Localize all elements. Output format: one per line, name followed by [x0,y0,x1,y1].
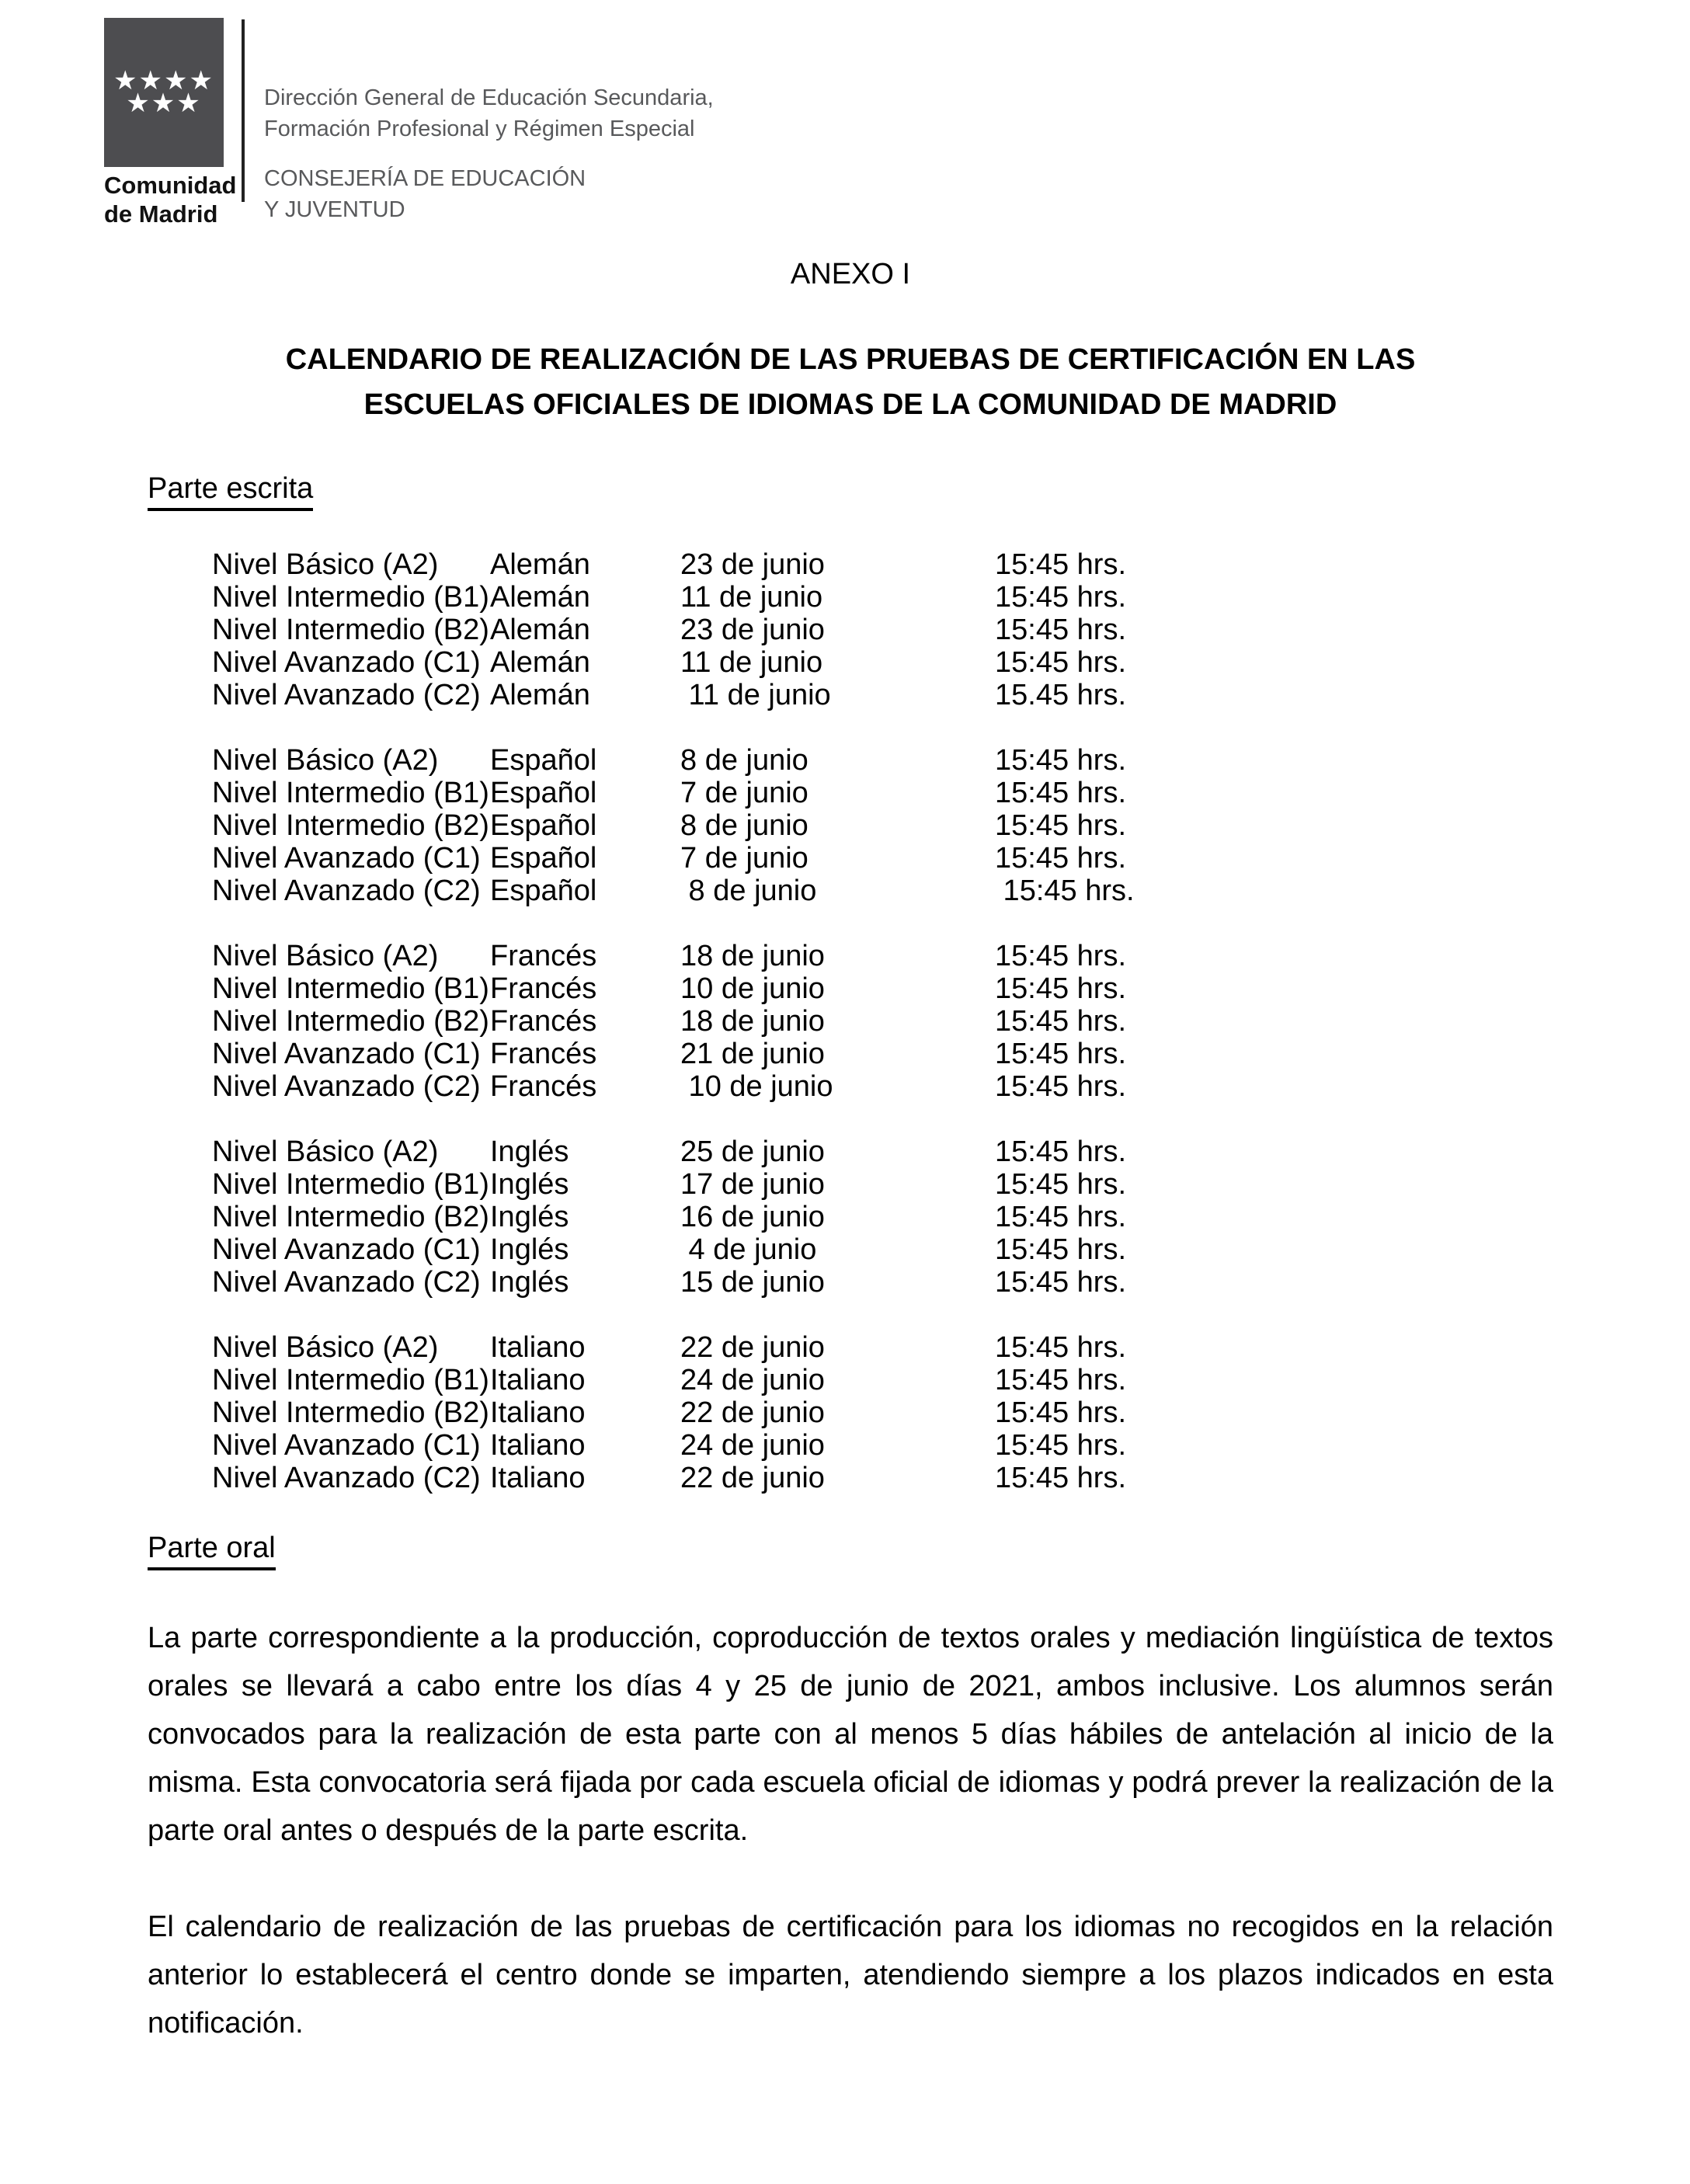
time-cell: 15:45 hrs. [995,1266,1126,1299]
level-cell: Nivel Básico (A2) [212,548,439,581]
level-cell: Nivel Intermedio (B2) [212,1005,489,1038]
time-cell: 15:45 hrs. [995,1005,1126,1038]
language-cell: Español [490,777,597,809]
level-cell: Nivel Avanzado (C2) [212,875,481,907]
date-cell: 18 de junio [680,940,825,972]
department-line2: Formación Profesional y Régimen Especial [264,117,695,141]
date-cell: 23 de junio [680,548,825,581]
section-written [148,472,1553,511]
level-cell: Nivel Intermedio (B1) [212,1364,489,1396]
level-cell: Nivel Intermedio (B2) [212,1201,489,1233]
date-cell: 8 de junio [680,875,817,907]
table-row [212,777,1553,809]
level-cell: Nivel Intermedio (B2) [212,809,489,842]
department-line1: Dirección General de Educación Secundaria, [264,85,714,110]
header-divider [242,19,245,202]
time-cell: 15:45 hrs. [995,1038,1126,1070]
time-cell: 15.45 hrs. [995,679,1126,711]
table-row [212,1462,1553,1494]
date-cell: 16 de junio [680,1201,825,1233]
stars-row-top: ★★★★ [113,66,214,96]
level-cell: Nivel Avanzado (C1) [212,1233,481,1266]
oral-paragraph-1: La parte correspondiente a la producción, coproducción de textos orales y mediación lingüística de textos orales se llevará a cabo entre los días 4 y 25 de junio de 2021, ambos inclusive. Los alumnos serán convocados para la realización de esta parte con al menos 5 días hábiles de antelación al inicio de la misma. Esta convocatoria será fijada por cada escuela oficial de idiomas y podrá prever la realización de la parte oral antes o después de la parte escrita. [148,1622,1553,1847]
madrid-stars-icon [113,66,214,118]
table-group-italiano [212,1331,1553,1494]
document-title-line1: CALENDARIO DE REALIZACIÓN DE LAS PRUEBAS DE CERTIFICACIÓN EN LAS [285,343,1416,376]
time-cell: 15:45 hrs. [995,1070,1126,1103]
time-cell: 15:45 hrs. [995,842,1126,875]
level-cell: Nivel Avanzado (C2) [212,679,481,711]
time-cell: 15:45 hrs. [995,875,1135,907]
date-cell: 11 de junio [680,581,823,614]
date-cell: 7 de junio [680,777,808,809]
level-cell: Nivel Avanzado (C1) [212,1429,481,1462]
date-cell: 22 de junio [680,1331,825,1364]
table-row [212,548,1553,581]
flag-caption-line2: de Madrid [104,200,218,228]
table-row [212,679,1553,711]
stars-row-bottom: ★★★ [126,89,202,118]
level-cell: Nivel Avanzado (C2) [212,1266,481,1299]
table-row [212,1168,1553,1201]
time-cell: 15:45 hrs. [995,1462,1126,1494]
table-row [212,875,1553,907]
table-row [212,940,1553,972]
language-cell: Español [490,842,597,875]
level-cell: Nivel Avanzado (C1) [212,646,481,679]
date-cell: 8 de junio [680,744,808,777]
consejeria-line1: CONSEJERÍA DE EDUCACIÓN [264,166,586,191]
date-cell: 11 de junio [680,679,831,711]
section-heading-oral: Parte oral [148,1532,276,1570]
level-cell: Nivel Avanzado (C2) [212,1070,481,1103]
table-row [212,1266,1553,1299]
table-row [212,1135,1553,1168]
table-group-espanol [212,744,1553,907]
department-block [264,82,714,225]
level-cell: Nivel Intermedio (B2) [212,1396,489,1429]
table-row [212,1364,1553,1396]
date-cell: 24 de junio [680,1364,825,1396]
language-cell: Inglés [490,1233,569,1266]
language-cell: Italiano [490,1462,586,1494]
level-cell: Nivel Intermedio (B1) [212,777,489,809]
language-cell: Italiano [490,1364,586,1396]
date-cell: 25 de junio [680,1135,825,1168]
annex-heading: ANEXO I [790,258,911,290]
document-body [148,256,1553,2047]
time-cell: 15:45 hrs. [995,1233,1126,1266]
table-row [212,1005,1553,1038]
table-row [212,646,1553,679]
level-cell: Nivel Avanzado (C1) [212,1038,481,1070]
language-cell: Italiano [490,1396,586,1429]
language-cell: Inglés [490,1201,569,1233]
schedule-table [212,548,1553,1494]
date-cell: 15 de junio [680,1266,825,1299]
time-cell: 15:45 hrs. [995,1331,1126,1364]
section-oral [148,1532,1553,1570]
time-cell: 15:45 hrs. [995,1168,1126,1201]
document-title [148,337,1553,427]
table-row [212,809,1553,842]
level-cell: Nivel Intermedio (B1) [212,581,489,614]
date-cell: 10 de junio [680,972,825,1005]
time-cell: 15:45 hrs. [995,777,1126,809]
document-title-line2: ESCUELAS OFICIALES DE IDIOMAS DE LA COMUNIDAD DE MADRID [363,388,1337,421]
date-cell: 11 de junio [680,646,823,679]
time-cell: 15:45 hrs. [995,614,1126,646]
date-cell: 21 de junio [680,1038,825,1070]
table-row [212,1233,1553,1266]
time-cell: 15:45 hrs. [995,581,1126,614]
level-cell: Nivel Intermedio (B1) [212,972,489,1005]
language-cell: Italiano [490,1429,586,1462]
date-cell: 22 de junio [680,1396,825,1429]
language-cell: Alemán [490,614,590,646]
date-cell: 4 de junio [680,1233,817,1266]
language-cell: Francés [490,972,597,1005]
time-cell: 15:45 hrs. [995,744,1126,777]
language-cell: Alemán [490,679,590,711]
table-row [212,972,1553,1005]
consejeria-line2: Y JUVENTUD [264,197,405,222]
language-cell: Alemán [490,548,590,581]
language-cell: Inglés [490,1266,569,1299]
time-cell: 15:45 hrs. [995,1396,1126,1429]
level-cell: Nivel Básico (A2) [212,744,439,777]
time-cell: 15:45 hrs. [995,548,1126,581]
level-cell: Nivel Avanzado (C2) [212,1462,481,1494]
language-cell: Francés [490,1005,597,1038]
time-cell: 15:45 hrs. [995,646,1126,679]
flag-caption-line1: Comunidad [104,172,237,199]
level-cell: Nivel Básico (A2) [212,940,439,972]
table-group-aleman [212,548,1553,711]
level-cell: Nivel Básico (A2) [212,1331,439,1364]
language-cell: Alemán [490,646,590,679]
table-row [212,1201,1553,1233]
comunidad-madrid-flag-logo [104,18,224,167]
table-row [212,842,1553,875]
language-cell: Español [490,744,597,777]
language-cell: Español [490,809,597,842]
level-cell: Nivel Avanzado (C1) [212,842,481,875]
table-row [212,1396,1553,1429]
table-row [212,1038,1553,1070]
table-row [212,1331,1553,1364]
date-cell: 24 de junio [680,1429,825,1462]
language-cell: Francés [490,1038,597,1070]
table-group-ingles [212,1135,1553,1299]
date-cell: 22 de junio [680,1462,825,1494]
language-cell: Alemán [490,581,590,614]
time-cell: 15:45 hrs. [995,940,1126,972]
table-row [212,614,1553,646]
flag-caption [104,171,237,228]
table-row [212,744,1553,777]
table-row [212,581,1553,614]
table-row [212,1070,1553,1103]
table-row [212,1429,1553,1462]
time-cell: 15:45 hrs. [995,1364,1126,1396]
level-cell: Nivel Intermedio (B1) [212,1168,489,1201]
time-cell: 15:45 hrs. [995,1135,1126,1168]
level-cell: Nivel Intermedio (B2) [212,614,489,646]
time-cell: 15:45 hrs. [995,809,1126,842]
time-cell: 15:45 hrs. [995,1201,1126,1233]
date-cell: 10 de junio [680,1070,833,1103]
section-heading-written: Parte escrita [148,472,313,511]
date-cell: 7 de junio [680,842,808,875]
language-cell: Inglés [490,1135,569,1168]
oral-paragraph-2: El calendario de realización de las pruebas de certificación para los idiomas no recogidos en la relación anterior lo establecerá el centro donde se imparten, atendiendo siempre a los plazos indicados en esta notificación. [148,1911,1553,2040]
time-cell: 15:45 hrs. [995,972,1126,1005]
consejeria-name [264,163,714,225]
language-cell: Español [490,875,597,907]
time-cell: 15:45 hrs. [995,1429,1126,1462]
language-cell: Inglés [490,1168,569,1201]
level-cell: Nivel Básico (A2) [212,1135,439,1168]
date-cell: 23 de junio [680,614,825,646]
date-cell: 8 de junio [680,809,808,842]
date-cell: 17 de junio [680,1168,825,1201]
language-cell: Francés [490,940,597,972]
department-name [264,82,714,144]
date-cell: 18 de junio [680,1005,825,1038]
language-cell: Francés [490,1070,597,1103]
language-cell: Italiano [490,1331,586,1364]
table-group-frances [212,940,1553,1103]
